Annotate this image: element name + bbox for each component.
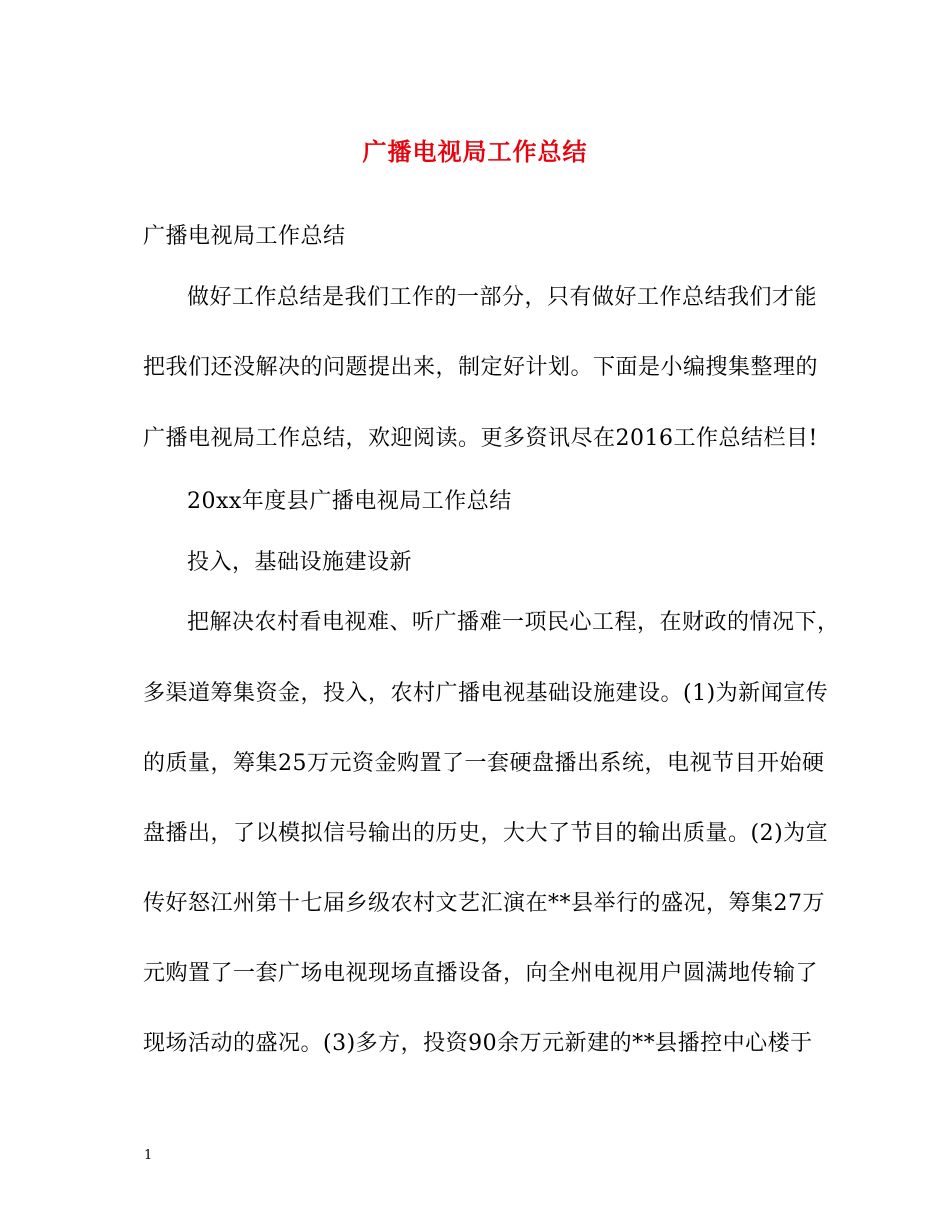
sub-heading: 投入，基础设施建设新 xyxy=(187,550,413,575)
body-line-7: 现场活动的盛况。(3)多方，投资90余万元新建的**县播控中心楼于 xyxy=(143,1031,813,1056)
body-line-4: 盘播出，了以模拟信号输出的历史，大大了节目的输出质量。(2)为宣 xyxy=(143,821,829,846)
intro-line-1: 做好工作总结是我们工作的一部分，只有做好工作总结我们才能 xyxy=(187,285,818,310)
body-line-2: 多渠道筹集资金，投入，农村广播电视基础设施建设。(1)为新闻宣传 xyxy=(143,681,829,706)
intro-line-2: 把我们还没解决的问题提出来，制定好计划。下面是小编搜集整理的 xyxy=(143,355,819,380)
page-title: 广播电视局工作总结 xyxy=(362,138,588,166)
body-line-6: 元购置了一套广场电视现场直播设备，向全州电视用户圆满地传输了 xyxy=(143,961,819,986)
section-heading: 20xx年度县广播电视局工作总结 xyxy=(187,489,512,514)
intro-line-3: 广播电视局工作总结，欢迎阅读。更多资讯尽在2016工作总结栏目! xyxy=(143,426,818,451)
body-line-1: 把解决农村看电视难、听广播难一项民心工程，在财政的情况下， xyxy=(187,610,840,635)
document-subtitle: 广播电视局工作总结 xyxy=(143,224,346,249)
page-number: 1 xyxy=(144,1148,153,1163)
body-line-5: 传好怒江州第十七届乡级农村文艺汇演在**县举行的盛况，筹集27万 xyxy=(143,891,825,916)
body-line-3: 的质量，筹集25万元资金购置了一套硬盘播出系统，电视节目开始硬 xyxy=(143,751,825,776)
